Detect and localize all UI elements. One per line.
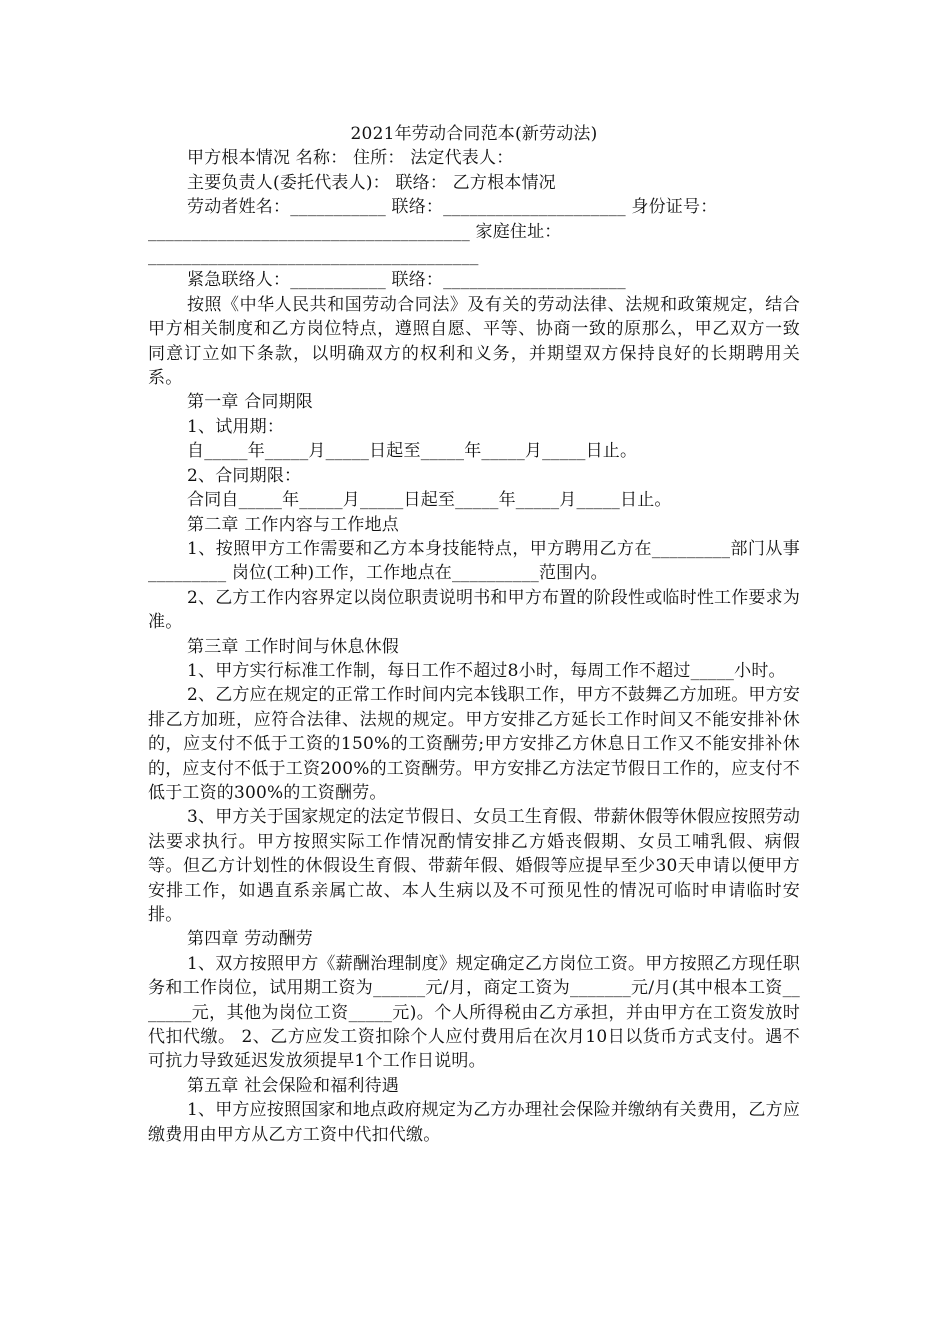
probation-label: 1、试用期：	[187, 416, 285, 437]
work-content-clause-1: 1、按照甲方工作需要和乙方本身技能特点，甲方聘用乙方在_________部门从事_________ 岗位(工种)工作，工作地点在__________范围内。	[148, 538, 800, 584]
social-insurance-clause-1: 1、甲方应按照国家和地点政府规定为乙方办理社会保险并缴纳有关费用，乙方应缴费用由甲方从乙方工资中代扣代缴。	[148, 1100, 801, 1145]
chapter-5-heading: 第五章 社会保险和福利待遇	[187, 1075, 400, 1096]
preamble-paragraph: 按照《中华人民共和国劳动合同法》及有关的劳动法律、法规和政策规定，结合甲方相关制度和乙方岗位特点，遵照自愿、平等、协商一致的原那么，甲乙双方一致同意订立如下条款，以明确双方的权利和义务，并期望双方保持良好的长期聘用关系。	[148, 294, 800, 389]
document-title: 2021年劳动合同范本(新劳动法)	[350, 124, 598, 144]
work-hours-clause-1: 1、甲方实行标准工作制，每日工作不超过8小时，每周工作不超过_____小时。	[187, 660, 786, 681]
id-number-line: _____________________________________ 家庭住址：	[148, 221, 562, 242]
chapter-1-heading: 第一章 合同期限	[187, 392, 314, 413]
party-a-basic-info: 甲方根本情况 名称： 住所： 法定代表人：	[187, 148, 514, 169]
contract-term-line: 合同自_____年_____月_____日起至_____年_____月_____日止。	[187, 490, 672, 511]
emergency-contact-line: 紧急联络人：___________ 联络：_____________________	[187, 270, 626, 291]
chapter-4-heading: 第四章 劳动酬劳	[187, 929, 314, 950]
chapter-2-heading: 第二章 工作内容与工作地点	[187, 514, 400, 535]
worker-name-line: 劳动者姓名：___________ 联络：_____________________ 身份证号：	[187, 197, 718, 218]
remuneration-clause: 1、双方按照甲方《薪酬治理制度》规定确定乙方岗位工资。甲方按照乙方现任职务和工作岗位，试用期工资为______元/月，商定工资为_______元/月(其中根本工资_______元，其他为岗位工资_____元)。个人所得税由乙方承担，并由甲方在工资发放时代扣代缴。 2、乙方应发工资扣除个人应付费用后在次月10日以货币方式支付。遇不可抗力导致延迟发放须提早1个工作日说明。	[148, 953, 801, 1072]
document-body	[148, 122, 800, 1147]
work-hours-clause-3: 3、甲方关于国家规定的法定节假日、女员工生育假、带薪休假等休假应按照劳动法要求执行。甲方按照实际工作情况酌情安排乙方婚丧假期、女员工哺乳假、病假等。但乙方计划性的休假设生育假、带薪年假、婚假等应提早至少30天申请以便甲方安排工作，如遇直系亲属亡故、本人生病以及不可预见性的情况可临时申请临时安排。	[148, 807, 801, 925]
party-a-contact-info: 主要负责人(委托代表人)： 联络： 乙方根本情况	[187, 172, 556, 193]
probation-period-line: 自_____年_____月_____日起至_____年_____月_____日止。	[187, 441, 638, 462]
home-address-line: ______________________________________	[148, 246, 479, 267]
work-hours-clause-2: 2、乙方应在规定的正常工作时间内完本钱职工作，甲方不鼓舞乙方加班。甲方安排乙方加班，应符合法律、法规的规定。甲方安排乙方延长工作时间又不能安排补休的，应支付不低于工资的150%的工资酬劳;甲方安排乙方休息日工作又不能安排补休的，应支付不低于工资200%的工资酬劳。甲方安排乙方法定节假日工作的，应支付不低于工资的300%的工资酬劳。	[148, 685, 801, 803]
chapter-3-heading: 第三章 工作时间与休息休假	[187, 636, 400, 657]
work-content-clause-2: 2、乙方工作内容界定以岗位职责说明书和甲方布置的阶段性或临时性工作要求为准。	[148, 587, 801, 633]
contract-term-label: 2、合同期限：	[187, 465, 302, 486]
